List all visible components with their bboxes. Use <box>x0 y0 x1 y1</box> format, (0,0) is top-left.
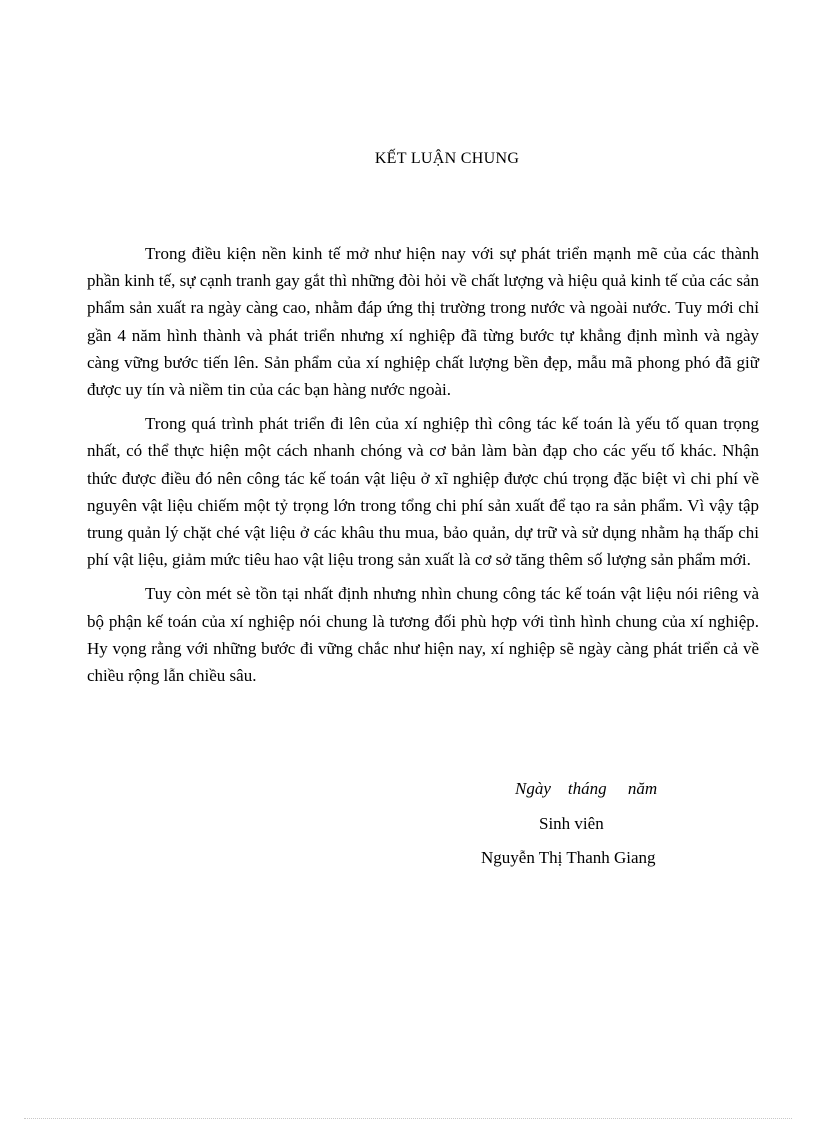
paragraph-2: Trong quá trình phát triển đi lên của xí nghiệp thì công tác kế toán là yếu tố quan trọng nhất, có thể thực hiện một cách nhanh chóng và cơ bản làm bàn đạp cho các yếu tố khác. Nhận thức được điều đó nên công tác kế toán vật liệu ở xĩ nghiệp được chú trọng đặc biệt vì chi phí về nguyên vật liệu chiếm một tỷ trọng lớn trong tổng chi phí sản xuất để tạo ra sản phẩm. Vì vậy tập trung quản lý chặt ché vật liệu ở các khâu thu mua, bảo quản, dự trữ và sử dụng nhằm hạ thấp chi phí vật liệu, giảm mức tiêu hao vật liệu trong sản xuất là cơ sở tăng thêm số lượng sản phẩm mới. <box>87 414 759 570</box>
page-title: KẾT LUẬN CHUNG <box>374 150 520 167</box>
signature-role: Sinh viên <box>539 814 604 833</box>
body-text <box>87 240 759 696</box>
signature-name: Nguyễn Thị Thanh Giang <box>481 848 656 867</box>
paragraph-3: Tuy còn mét sè tồn tại nhất định nhưng nhìn chung công tác kế toán vật liệu nói riêng và bộ phận kế toán của xí nghiệp nói chung là tương đối phù hợp với tình hình chung của xí nghiệp. Hy vọng rằng với những bước đi vững chắc như hiện nay, xí nghiệp sẽ ngày càng phát triển cả về chiều rộng lẫn chiều sâu. <box>87 584 759 686</box>
paragraph-1: Trong điều kiện nền kinh tế mở như hiện nay với sự phát triển mạnh mẽ của các thành phần kinh tế, sự cạnh tranh gay gắt thì những đòi hỏi về chất lượng và hiệu quả kinh tế của các sản phẩm sản xuất ra ngày càng cao, nhằm đáp ứng thị trường trong nước và ngoài nước. Tuy mới chỉ gần 4 năm hình thành và phát triển nhưng xí nghiệp đã từng bước tự khẳng định mình và ngày càng vững bước tiến lên. Sản phẩm của xí nghiệp chất lượng bền đẹp, mẫu mã phong phó đã giữ được uy tín và niềm tin của các bạn hàng nước ngoài. <box>87 244 759 400</box>
footer-divider <box>24 1118 792 1119</box>
signature-date-line: Ngày tháng năm <box>515 779 658 798</box>
